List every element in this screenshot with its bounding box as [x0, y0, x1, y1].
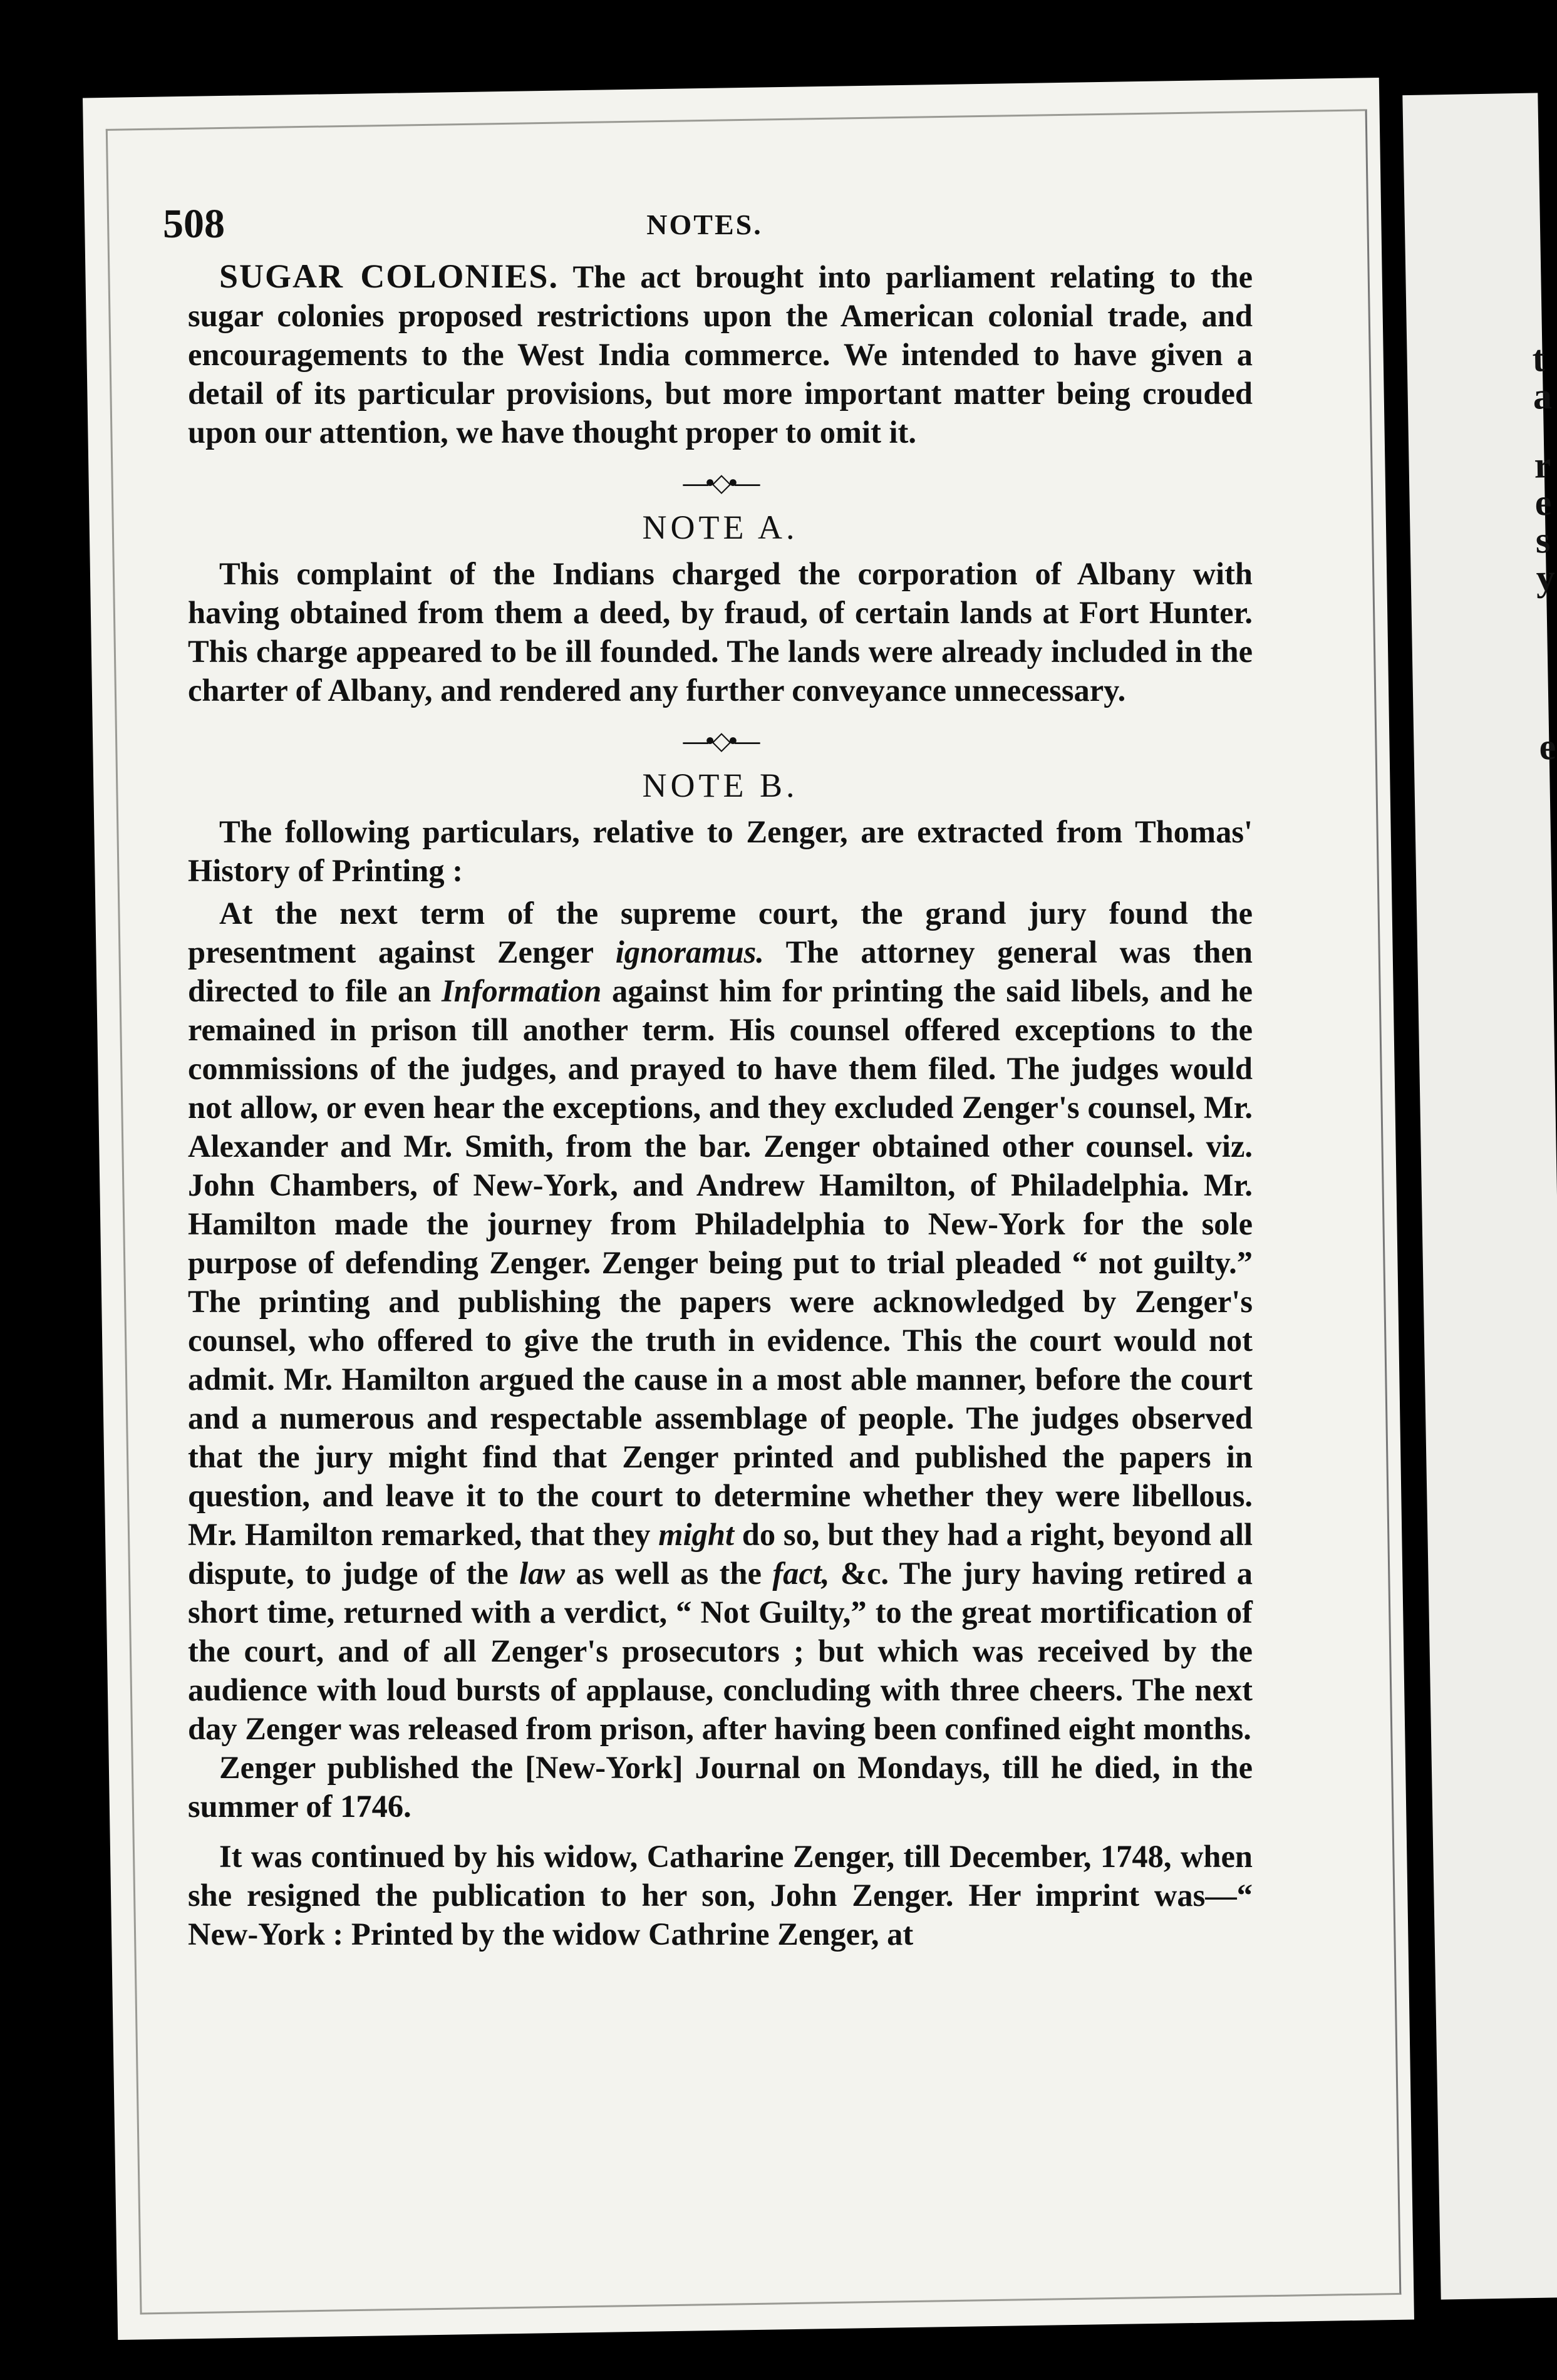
note-b-paragraph-widow: It was continued by his widow, Catharine Zenger, till December, 1748, when she resigned the publication to her son, John Zenger. Her imprint was—“ New-York : Printed by the widow Cathrine Zenger, at	[188, 1839, 1253, 1952]
italic-term: fact,	[772, 1556, 830, 1591]
note-a-heading: NOTE A.	[642, 509, 799, 546]
note-b-intro: The following particulars, relative to Zenger, are extracted from Thomas' History of Printing :	[188, 814, 1253, 888]
facing-page-fragment: a	[1533, 375, 1553, 417]
note-a-paragraph: This complaint of the Indians charged the corporation of Albany with having obtained from them a deed, by fraud, of certain lands at Fort Hunter. This charge appeared to be ill founded. The lands were already included in the charter of Albany, and rendered any further conveyance unnecessary.	[188, 556, 1253, 708]
text-run: The attorney general was then directed to file an	[188, 934, 1253, 1008]
facing-page-fragment: s	[1535, 519, 1551, 561]
italic-term: might	[658, 1517, 734, 1552]
facing-page-fragment: e	[1538, 726, 1556, 768]
facing-page-fragment: t	[1532, 338, 1546, 380]
section-ornament: —•◇•—	[683, 727, 758, 755]
facing-page-fragment: y	[1536, 557, 1556, 599]
note-b-paragraph-trial	[188, 894, 1253, 1748]
text-run: as well as the	[565, 1556, 773, 1591]
section-ornament: —•◇•—	[683, 468, 758, 497]
text-run: At the next term of the supreme court, the grand jury found the presentment against Zenger	[188, 896, 1253, 970]
note-b-heading: NOTE B.	[642, 767, 799, 804]
text-run: &c. The jury having retired a short time, returned with a verdict, “ Not Guilty,” to the great mortification of the court, and of all Zenger's prosecutors ; but which was received by the audience with loud bursts of applause, concluding with three cheers. The next day Zenger was released from prison, after having been confined eight months.	[188, 1556, 1253, 1746]
text-run: against him for printing the said libels, and he remained in prison till another term. His counsel offered exceptions to the commissions of the judges, and prayed to have them filed. The judges would not allow, or even hear the exceptions, and they excluded Zenger's counsel, Mr. Alexander and Mr. Smith, from the bar. Zenger obtained other counsel. viz. John Chambers, of New-York, and Andrew Hamilton, of Philadelphia. Mr. Hamilton made the journey from Philadelphia to New-York for the sole purpose of defending Zenger. Zenger being put to trial pleaded “ not guilty.” The printing and publishing the papers were acknowledged by Zenger's counsel, who offered to give the truth in evidence. This the court would not admit. Mr. Hamilton argued the cause in a most able manner, before the court and a numerous and respectable assemblage of people. The judges observed that the jury might find that Zenger printed and published the papers in question, and leave it to the court to determine whether they were libellous. Mr. Hamilton remarked, that they	[188, 973, 1253, 1552]
note-b-paragraph-journal: Zenger published the [New-York] Journal on Mondays, till he died, in the summer of 1746.	[188, 1750, 1253, 1824]
sugar-colonies-text: The act brought into parliament relating to the sugar colonies proposed restrictions upon the American colonial trade, and encouragements to the West India commerce. We intended to have given a detail of its particular provisions, but more important matter being crouded upon our attention, we have thought proper to omit it.	[188, 259, 1253, 450]
page-text	[188, 257, 1253, 1953]
italic-term: law	[519, 1556, 566, 1591]
page-title: NOTES.	[646, 209, 763, 241]
running-head	[163, 200, 1246, 251]
text-run: do so, but they had a right, beyond all dispute, to judge of the	[188, 1517, 1253, 1591]
italic-term: Information	[441, 973, 602, 1008]
italic-term: ignoramus.	[615, 934, 764, 970]
facing-page-fragment: r	[1534, 444, 1551, 486]
facing-page-fragment: e	[1534, 482, 1552, 524]
sugar-colonies-paragraph	[188, 257, 1253, 452]
facing-page-edge	[1402, 93, 1557, 2299]
sugar-colonies-lead: SUGAR COLONIES.	[219, 257, 559, 295]
page-number: 508	[163, 201, 225, 247]
